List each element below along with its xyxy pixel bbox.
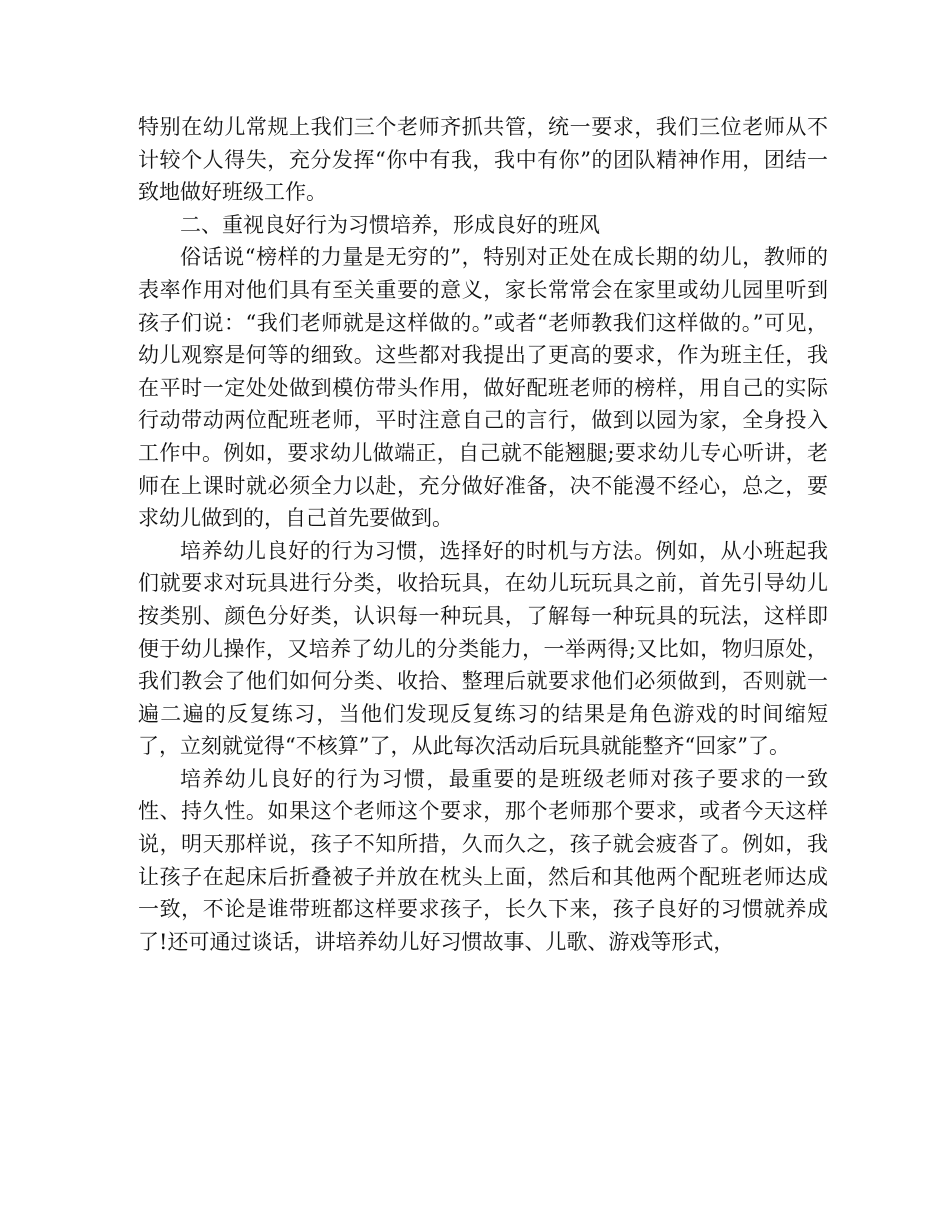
paragraph-3: 培养幼儿良好的行为习惯，选择好的时机与方法。例如，从小班起我们就要求对玩具进行分类，收拾玩具，在幼儿玩玩具之前，首先引导幼儿按类别、颜色分好类，认识每一种玩具，了解每一种玩具的玩法，这样即便于幼儿操作，又培养了幼儿的分类能力，一举两得;又比如，物归原处，我们教会了他们如何分类、收拾、整理后就要求他们必须做到，否则就一遍二遍的反复练习，当他们发现反复练习的结果是角色游戏的时间缩短了，立刻就觉得“不核算”了，从此每次活动后玩具就能整齐“回家”了。 xyxy=(138,538,828,759)
paragraph-2: 俗话说“榜样的力量是无穷的”，特别对正处在成长期的幼儿，教师的表率作用对他们具有至关重要的意义，家长常常会在家里或幼儿园里听到孩子们说：“我们老师就是这样做的。”或者“老师教我们这样做的。”可见，幼儿观察是何等的细致。这些都对我提出了更高的要求，作为班主任，我在平时一定处处做到模仿带头作用，做好配班老师的榜样，用自己的实际行动带动两位配班老师，平时注意自己的言行，做到以园为家，全身投入工作中。例如，要求幼儿做端正，自己就不能翘腿;要求幼儿专心听讲，老师在上课时就必须全力以赴，充分做好准备，决不能漫不经心，总之，要求幼儿做到的，自己首先要做到。 xyxy=(138,245,828,531)
paragraph-1: 特别在幼儿常规上我们三个老师齐抓共管，统一要求，我们三位老师从不计较个人得失，充分发挥“你中有我，我中有你”的团队精神作用，团结一致地做好班级工作。 xyxy=(138,115,828,205)
section-heading: 二、重视良好行为习惯培养，形成良好的班风 xyxy=(180,212,600,237)
document-body xyxy=(138,111,828,958)
paragraph-4: 培养幼儿良好的行为习惯，最重要的是班级老师对孩子要求的一致性、持久性。如果这个老师这个要求，那个老师那个要求，或者今天这样说，明天那样说，孩子不知所措，久而久之，孩子就会疲沓了。例如，我让孩子在起床后折叠被子并放在枕头上面，然后和其他两个配班老师达成一致，不论是谁带班都这样要求孩子，长久下来，孩子良好的习惯就养成了!还可通过谈话，讲培养幼儿好习惯故事、儿歌、游戏等形式， xyxy=(138,766,828,954)
